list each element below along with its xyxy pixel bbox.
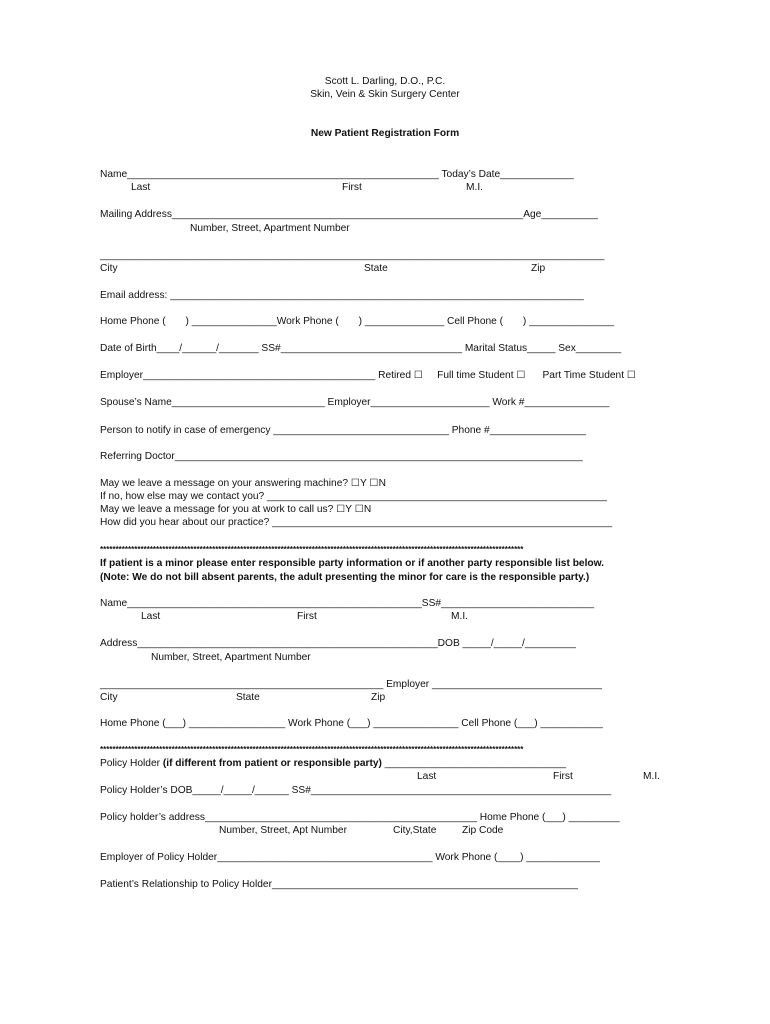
dob-line[interactable]: Date of Birth____/______/_______ SS#________________________________ Marital Status_____ Sex________ (100, 343, 622, 354)
name-field-line[interactable]: Name_______________________________________________________ Today’s Date_____________ (100, 169, 574, 180)
minor-note-billing: (Note: We do not bill absent parents, the adult presenting the minor for care is the responsible party.) (100, 572, 590, 583)
phone-line[interactable]: Home Phone ( ) _______________Work Phone ( ) ______________ Cell Phone ( ) _______________ (100, 316, 615, 327)
alt-contact-question[interactable]: If no, how else may we contact you? ____________________________________________________________ (100, 491, 607, 502)
employer-line[interactable]: Employer_________________________________________ Retired ☐ Full time Student ☐ Part Time Student ☐ (100, 370, 637, 381)
zip-label: Zip (531, 263, 546, 274)
city-label: City (100, 263, 118, 274)
section-divider: **************************************************************************************************************************************** (100, 545, 524, 554)
policy-first-label: First (553, 771, 573, 782)
responsible-last-label: Last (141, 611, 161, 622)
policy-address-line[interactable]: Policy holder’s address________________________________________________ Home Phone (___) _________ (100, 812, 620, 823)
responsible-city-label: City (100, 692, 118, 703)
section-divider-2: **************************************************************************************************************************************** (100, 745, 524, 754)
policy-relationship-line[interactable]: Patient’s Relationship to Policy Holder______________________________________________________ (100, 879, 578, 890)
mailing-address-sub-label: Number, Street, Apartment Number (190, 223, 350, 234)
name-last-label: Last (131, 182, 151, 193)
answering-machine-question[interactable]: May we leave a message on your answering machine? ☐Y ☐N (100, 478, 386, 489)
responsible-csz-employer-line[interactable]: __________________________________________________ Employer ______________________________ (100, 679, 602, 690)
policy-holder-line[interactable] (100, 758, 566, 770)
policy-zip-label: Zip Code (462, 825, 504, 836)
policy-holder-label: Policy Holder (100, 758, 163, 769)
responsible-name-line[interactable]: Name____________________________________________________SS#___________________________ (100, 598, 595, 609)
work-message-question[interactable]: May we leave a message for you at work to call us? ☐Y ☐N (100, 504, 372, 515)
responsible-zip-label: Zip (371, 692, 386, 703)
center-name: Skin, Vein & Skin Surgery Center (310, 89, 460, 100)
form-title: New Patient Registration Form (310, 128, 460, 139)
responsible-address-line[interactable]: Address_____________________________________________________DOB _____/_____/_________ (100, 638, 576, 649)
responsible-first-label: First (297, 611, 317, 622)
mailing-address-line[interactable]: Mailing Address______________________________________________________________Age__________ (100, 209, 598, 220)
emergency-contact-line[interactable]: Person to notify in case of emergency _______________________________ Phone #_________________ (100, 425, 587, 436)
name-mi-label: M.I. (466, 182, 483, 193)
spouse-line[interactable]: Spouse’s Name___________________________ Employer_____________________ Work #_______________ (100, 397, 610, 408)
policy-mi-label: M.I. (643, 771, 660, 782)
policy-address-sub-label: Number, Street, Apt Number (219, 825, 347, 836)
email-line[interactable]: Email address: _________________________________________________________________________ (100, 290, 584, 301)
responsible-state-label: State (236, 692, 260, 703)
responsible-mi-label: M.I. (451, 611, 468, 622)
referral-source-question[interactable]: How did you hear about our practice? ____________________________________________________________ (100, 517, 613, 528)
policy-last-label: Last (417, 771, 437, 782)
referring-doctor-line[interactable]: Referring Doctor________________________________________________________________________ (100, 451, 583, 462)
state-label: State (364, 263, 388, 274)
practice-name: Scott L. Darling, D.O., P.C. (324, 76, 446, 87)
responsible-phone-line[interactable]: Home Phone (___) _________________ Work Phone (___) _______________ Cell Phone (___) ___________ (100, 718, 603, 729)
responsible-address-sub-label: Number, Street, Apartment Number (151, 652, 311, 663)
policy-dob-line[interactable]: Policy Holder’s DOB_____/_____/______ SS#_____________________________________________________ (100, 785, 612, 796)
city-state-zip-line[interactable]: _________________________________________________________________________________________ (100, 250, 605, 261)
policy-employer-line[interactable]: Employer of Policy Holder______________________________________ Work Phone (____) _____________ (100, 852, 600, 863)
name-first-label: First (342, 182, 362, 193)
policy-holder-blank[interactable]: ________________________________ (381, 758, 567, 769)
policy-city-state-label: City,State (393, 825, 437, 836)
minor-note: If patient is a minor please enter responsible party information or if another party responsible list below. (100, 558, 605, 569)
policy-holder-note: (if different from patient or responsible party) (162, 758, 382, 769)
